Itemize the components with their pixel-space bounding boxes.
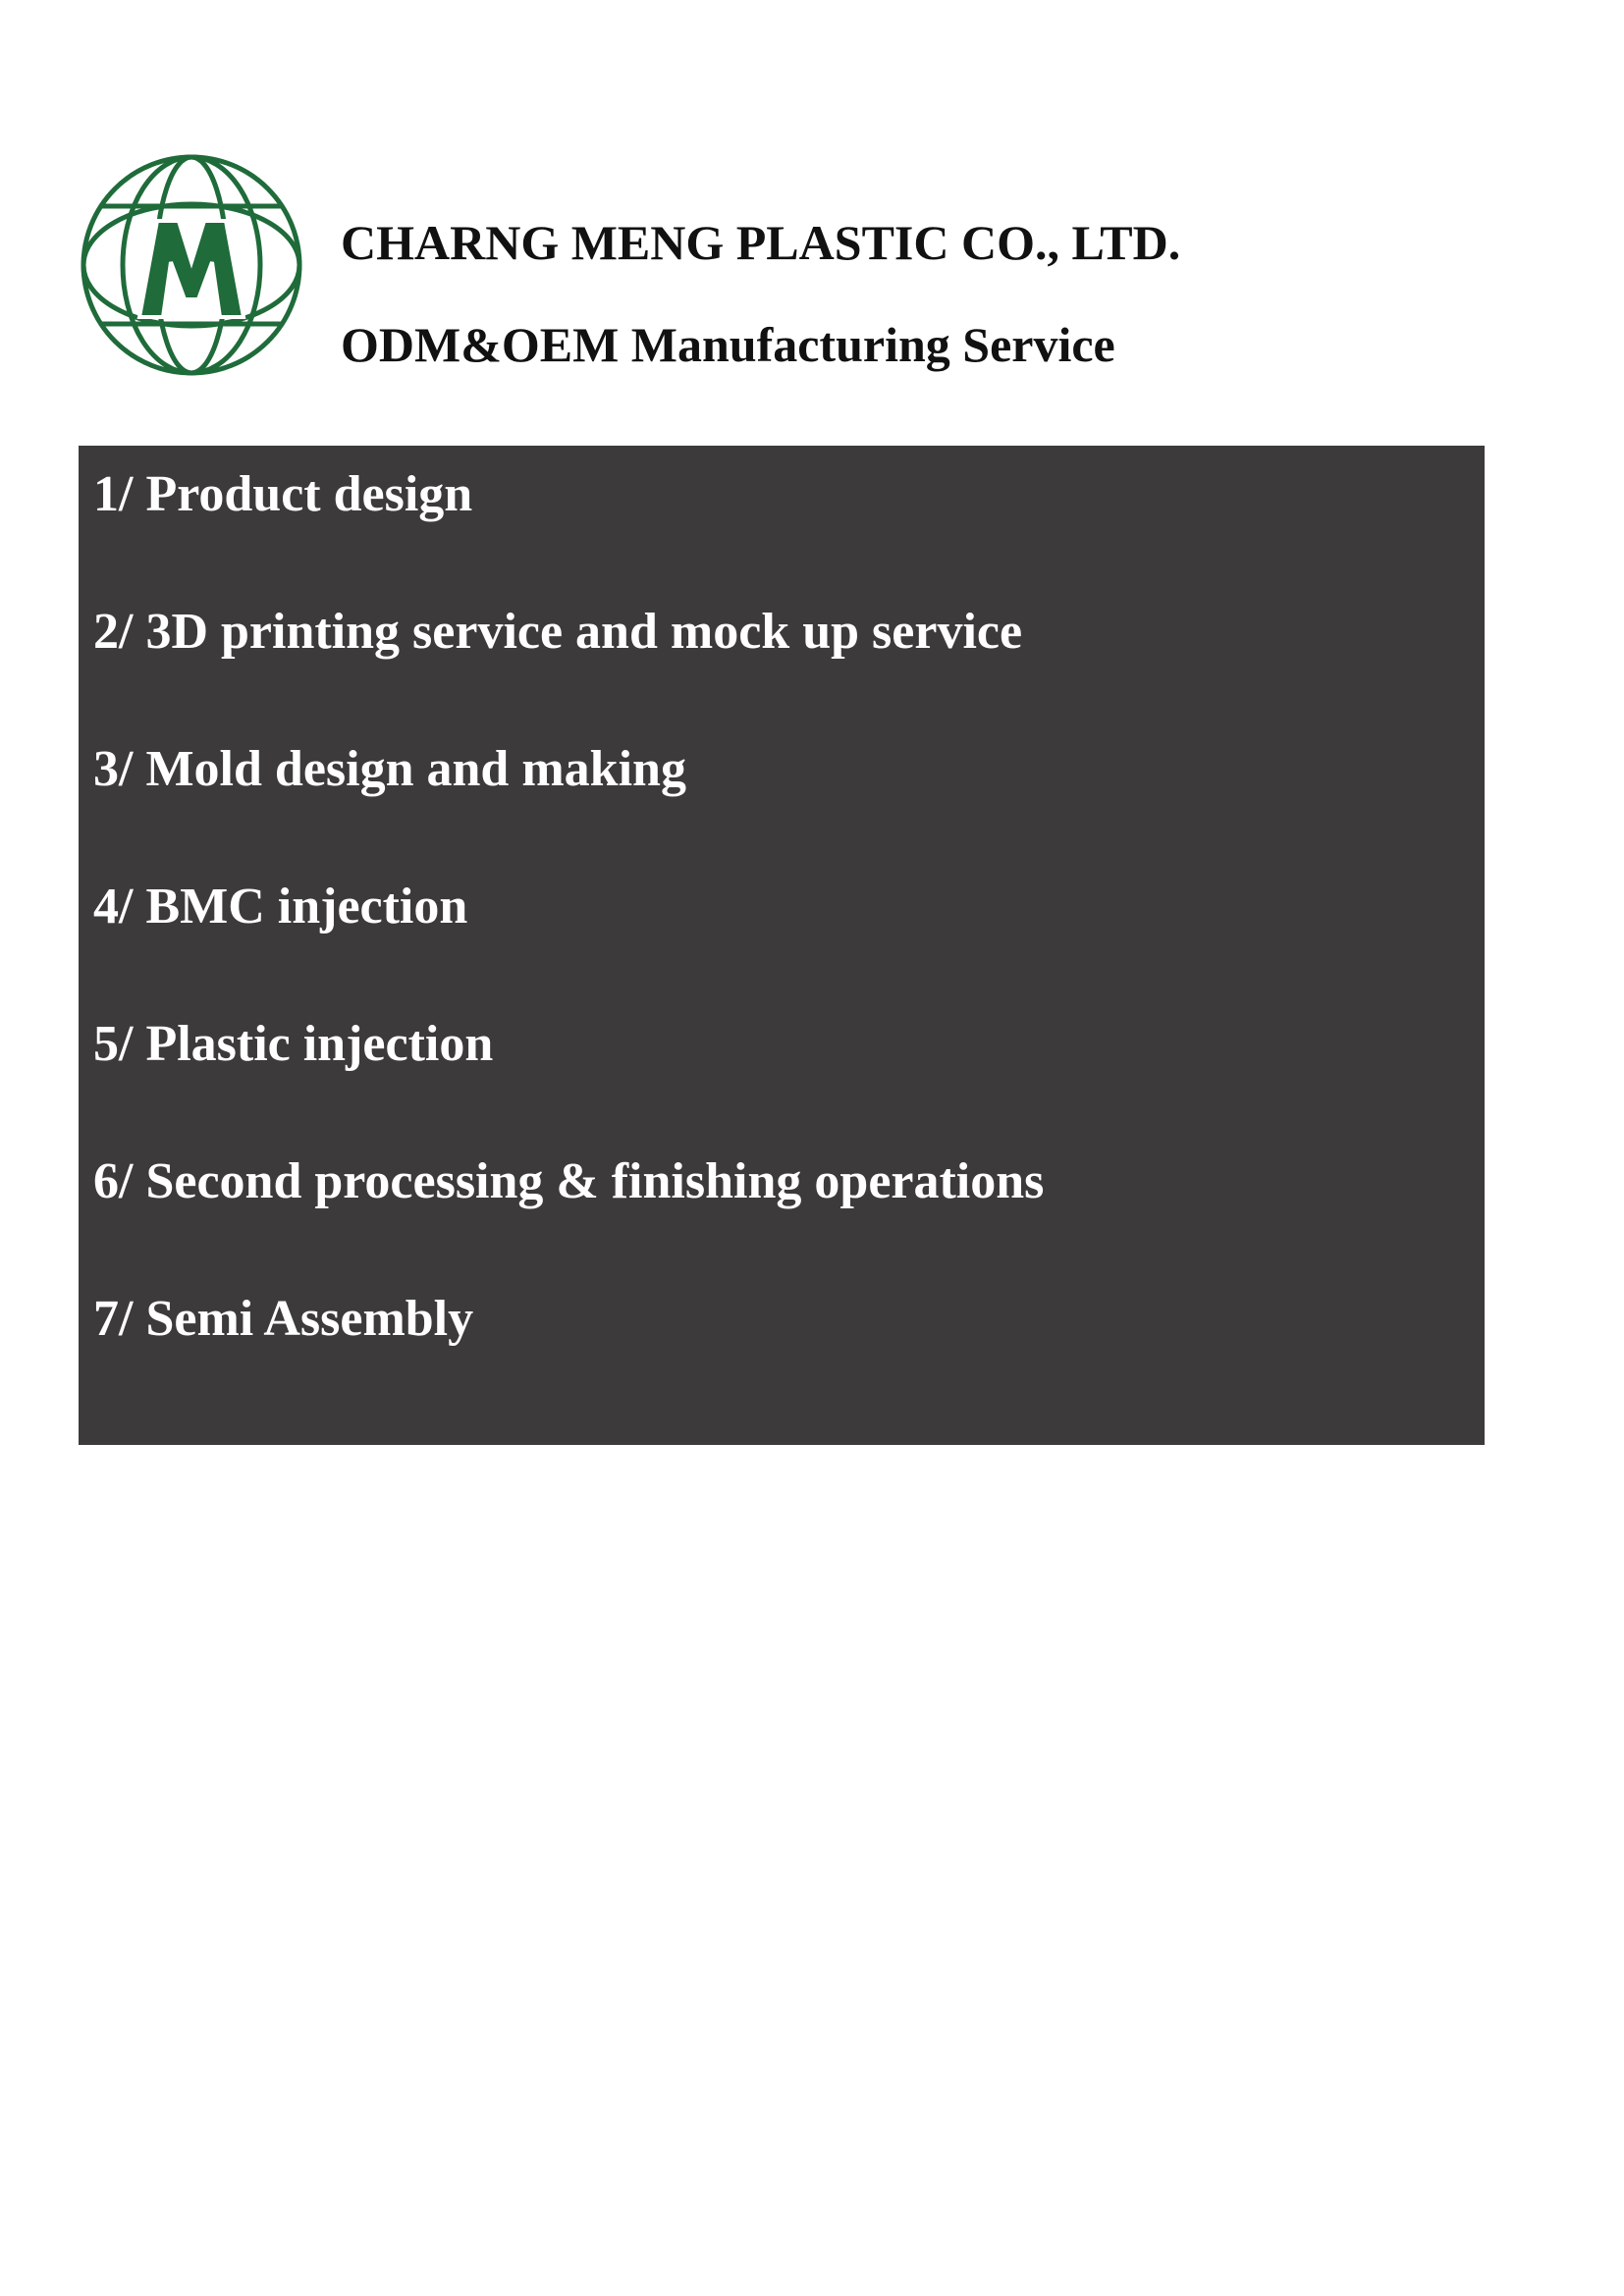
services-list: [93, 465, 1485, 1349]
company-logo: [79, 152, 304, 378]
service-item-second-processing: 6/ Second processing & finishing operations: [93, 1153, 1045, 1209]
services-panel: [79, 446, 1485, 1445]
service-item-bmc-injection: 4/ BMC injection: [93, 879, 468, 934]
service-item-semi-assembly: 7/ Semi Assembly: [93, 1291, 474, 1347]
service-item-plastic-injection: 5/ Plastic injection: [93, 1016, 494, 1072]
service-item-3d-printing: 2/ 3D printing service and mock up service: [93, 604, 1023, 660]
service-title: ODM&OEM Manufacturing Service: [341, 317, 1115, 372]
service-item-mold-design: 3/ Mold design and making: [93, 741, 686, 797]
globe-m-logo-icon: [79, 152, 304, 378]
company-name: CHARNG MENG PLASTIC CO., LTD.: [341, 215, 1181, 270]
service-item-product-design: 1/ Product design: [93, 466, 473, 522]
